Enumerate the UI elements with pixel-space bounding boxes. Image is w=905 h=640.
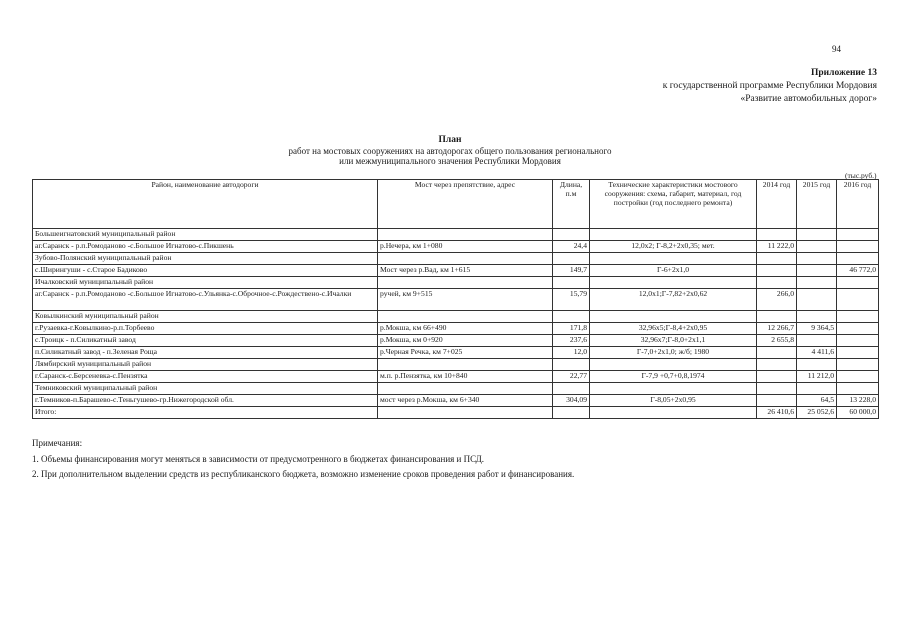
cell-length: 22,77 (553, 371, 590, 383)
table-header-row (33, 180, 879, 229)
cell-bridge (378, 383, 553, 395)
cell-bridge (378, 277, 553, 289)
cell-specs (590, 277, 757, 289)
cell-specs (590, 253, 757, 265)
cell-length: 171,8 (553, 323, 590, 335)
table-body (33, 229, 879, 419)
cell-y2016 (837, 277, 879, 289)
table-row (33, 359, 879, 371)
cell-y2014: 12 266,7 (757, 323, 797, 335)
header-2016: 2016 год (837, 180, 879, 229)
cell-specs (590, 311, 757, 323)
cell-road: п.Силикатный завод - п.Зеленая Роща (33, 347, 378, 359)
cell-road: аг.Саранск - р.п.Ромоданово -с.Большое Игнатово-с.Пикшень (33, 241, 378, 253)
cell-y2016 (837, 229, 879, 241)
cell-road: г.Саранск-с.Берсеневка-с.Пензятка (33, 371, 378, 383)
document-title: План (438, 135, 462, 145)
table-row (33, 371, 879, 383)
cell-length: 24,4 (553, 241, 590, 253)
cell-y2015 (797, 241, 837, 253)
cell-bridge (378, 229, 553, 241)
cell-road: Большеигнатовский муниципальный район (33, 229, 378, 241)
cell-road: г.Темников-п.Барашево-с.Теньгушево-гр.Нижегородской обл. (33, 395, 378, 407)
cell-y2014: 266,0 (757, 289, 797, 311)
cell-y2014 (757, 265, 797, 277)
cell-y2015: 9 364,5 (797, 323, 837, 335)
header-2015: 2015 год (797, 180, 837, 229)
empty-cell (590, 407, 757, 419)
cell-specs (590, 229, 757, 241)
table-row (33, 383, 879, 395)
table-row (33, 229, 879, 241)
cell-specs: Г-6+2х1,0 (590, 265, 757, 277)
cell-y2015 (797, 289, 837, 311)
cell-y2014 (757, 383, 797, 395)
cell-y2016 (837, 253, 879, 265)
cell-y2014 (757, 395, 797, 407)
cell-bridge: ручей, км 9+515 (378, 289, 553, 311)
table-row (33, 277, 879, 289)
table-row (33, 289, 879, 311)
total-2016: 60 000,0 (837, 407, 879, 419)
document-subtitle-1: работ на мостовых сооружениях на автодорогах общего пользования регионального (288, 145, 612, 156)
cell-y2014 (757, 253, 797, 265)
cell-specs: 12,0х2; Г-8,2+2х0,35; мет. (590, 241, 757, 253)
cell-length: 15,79 (553, 289, 590, 311)
page-number: 94 (832, 44, 841, 54)
table-row (33, 265, 879, 277)
cell-y2015: 4 411,6 (797, 347, 837, 359)
cell-y2016 (837, 241, 879, 253)
cell-specs: 32,96х7;Г-8,0+2х1,1 (590, 335, 757, 347)
cell-y2014 (757, 371, 797, 383)
total-row (33, 407, 879, 419)
cell-bridge: р.Черная Речка, км 7+025 (378, 347, 553, 359)
cell-y2015: 64,5 (797, 395, 837, 407)
note-item: 2. При дополнительном выделении средств из республиканского бюджета, возможно изменение сроков проведения работ и финансирования. (32, 469, 575, 479)
cell-length (553, 229, 590, 241)
cell-y2016 (837, 383, 879, 395)
cell-y2016 (837, 311, 879, 323)
cell-road: аг.Саранск - р.п.Ромоданово -с.Большое Игнатово-с.Ульянка-с.Оброчное-с.Рождествено-с.Ичалки (33, 289, 378, 311)
cell-length (553, 383, 590, 395)
header-specs: Технические характеристики мостового сооружения: схема, габарит, материал, год постройки (год последнего ремонта) (590, 180, 757, 229)
cell-y2016 (837, 347, 879, 359)
cell-bridge (378, 253, 553, 265)
cell-y2015: 11 212,0 (797, 371, 837, 383)
cell-y2015 (797, 265, 837, 277)
cell-length (553, 359, 590, 371)
header-bridge: Мост через препятствие, адрес (378, 180, 553, 229)
header-2014: 2014 год (757, 180, 797, 229)
cell-y2014 (757, 277, 797, 289)
note-item: 1. Объемы финансирования могут меняться в зависимости от предусмотренного в бюджетах финансирования и ПСД. (32, 453, 485, 464)
table-row (33, 347, 879, 359)
total-2014: 26 410,6 (757, 407, 797, 419)
table-row (33, 395, 879, 407)
cell-y2014 (757, 359, 797, 371)
cell-bridge: мост через р.Мокша, км 6+340 (378, 395, 553, 407)
notes-block (32, 436, 574, 483)
cell-road: с.Троицк - п.Силикатный завод (33, 335, 378, 347)
cell-y2016 (837, 335, 879, 347)
cell-specs (590, 383, 757, 395)
cell-y2015 (797, 229, 837, 241)
table-row (33, 335, 879, 347)
appendix-line-2: «Развитие автомобильных дорог» (740, 94, 877, 104)
cell-road: Ичалковский муниципальный район (33, 277, 378, 289)
document-heading (250, 135, 650, 167)
header-length: Длина, п.м (553, 180, 590, 229)
cell-y2014 (757, 311, 797, 323)
cell-bridge (378, 311, 553, 323)
cell-road: Темниковский муниципальный район (33, 383, 378, 395)
cell-y2016 (837, 371, 879, 383)
document-subtitle-2: или межмуниципального значения Республики Мордовия (339, 156, 561, 166)
cell-length (553, 277, 590, 289)
cell-bridge: Мост через р.Вад, км 1+615 (378, 265, 553, 277)
cell-y2016: 13 228,0 (837, 395, 879, 407)
cell-specs: Г-8,05+2х0,95 (590, 395, 757, 407)
empty-cell (553, 407, 590, 419)
cell-y2016 (837, 359, 879, 371)
cell-length: 149,7 (553, 265, 590, 277)
cell-road: Зубово-Полянский муниципальный район (33, 253, 378, 265)
cell-length (553, 311, 590, 323)
appendix-title: Приложение 13 (810, 68, 877, 78)
cell-road: Лямбирский муниципальный район (33, 359, 378, 371)
cell-specs: 12,0х1;Г-7,82+2х0,62 (590, 289, 757, 311)
cell-y2015 (797, 359, 837, 371)
cell-y2014 (757, 229, 797, 241)
cell-y2014 (757, 347, 797, 359)
cell-y2015 (797, 311, 837, 323)
cell-length (553, 253, 590, 265)
cell-y2015 (797, 335, 837, 347)
cell-specs (590, 359, 757, 371)
appendix-block (477, 67, 877, 106)
cell-specs: Г-7,9 +0,7+0,8,1974 (590, 371, 757, 383)
notes-heading: Примечания: (32, 438, 83, 448)
cell-bridge: р.Мокша, км 0+920 (378, 335, 553, 347)
works-plan-table (32, 179, 879, 419)
cell-road: г.Рузаевка-г.Ковылкино-р.п.Торбеево (33, 323, 378, 335)
cell-road: с.Ширингуши - с.Старое Бадиково (33, 265, 378, 277)
empty-cell (378, 407, 553, 419)
cell-y2016 (837, 323, 879, 335)
cell-bridge (378, 359, 553, 371)
cell-specs: 32,96х5;Г-8,4+2х0,95 (590, 323, 757, 335)
cell-road: Ковылкинский муниципальный район (33, 311, 378, 323)
cell-specs: Г-7,0+2х1,0; ж/б; 1980 (590, 347, 757, 359)
table-row (33, 253, 879, 265)
cell-length: 12,0 (553, 347, 590, 359)
header-road: Район, наименование автодороги (33, 180, 378, 229)
cell-y2016 (837, 289, 879, 311)
cell-bridge: м.п. р.Пензятка, км 10+840 (378, 371, 553, 383)
cell-y2014: 11 222,0 (757, 241, 797, 253)
total-label: Итого: (33, 407, 378, 419)
table-row (33, 311, 879, 323)
cell-y2015 (797, 277, 837, 289)
appendix-line-1: к государственной программе Республики Мордовия (662, 81, 877, 91)
unit-label: (тыс.руб.) (845, 171, 877, 180)
cell-y2016: 46 772,0 (837, 265, 879, 277)
cell-bridge: р.Нечера, км 1+080 (378, 241, 553, 253)
cell-y2015 (797, 253, 837, 265)
cell-y2014: 2 655,8 (757, 335, 797, 347)
cell-y2015 (797, 383, 837, 395)
cell-bridge: р.Мокша, км 66+490 (378, 323, 553, 335)
total-2015: 25 052,6 (797, 407, 837, 419)
table-row (33, 241, 879, 253)
cell-length: 237,6 (553, 335, 590, 347)
cell-length: 304,09 (553, 395, 590, 407)
table-row (33, 323, 879, 335)
